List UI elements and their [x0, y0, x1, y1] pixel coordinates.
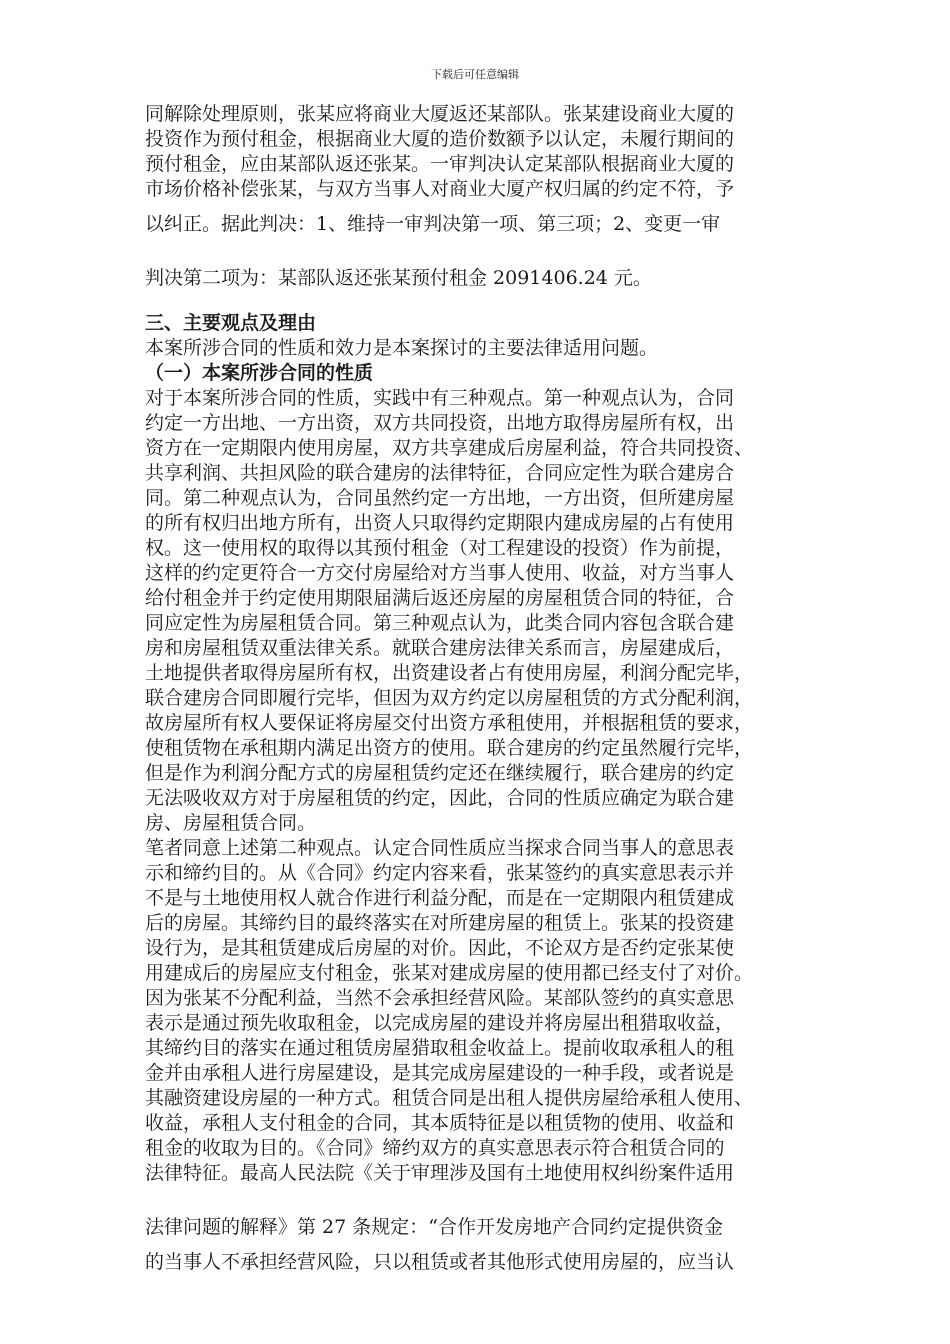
paragraph-line: 设行为，是其租赁建成后房屋的对价。因此，不论双方是否约定张某使 — [145, 937, 735, 959]
document-body — [145, 102, 845, 1275]
paragraph-line: 联合建房合同即履行完毕，但因为双方约定以房屋租赁的方式分配利润， — [145, 687, 754, 709]
paragraph-line: 房、房屋租赁合同。 — [145, 812, 317, 834]
paragraph-line: 房和房屋租赁双重法律关系。就联合建房法律关系而言，房屋建成后， — [145, 637, 735, 659]
paragraph-line: 后的房屋。其缔约目的最终落实在对所建房屋的租赁上。张某的投资建 — [145, 912, 735, 934]
paragraph-line: 资方在一定期限内使用房屋，双方共享建成后房屋利益，符合共同投资、 — [145, 437, 754, 459]
paragraph-line: 投资作为预付租金，根据商业大厦的造价数额予以认定，未履行期间的 — [145, 128, 735, 150]
paragraph-line: 这样的约定更符合一方交付房屋给对方当事人使用、收益，对方当事人 — [145, 562, 735, 584]
paragraph-line: 其融资建设房屋的一种方式。租赁合同是出租人提供房屋给承租人使用、 — [145, 1087, 754, 1109]
paragraph-line: 以纠正。据此判决：1、维持一审判决第一项、第三项；2、变更一审 — [145, 213, 721, 235]
paragraph-line: 不是与土地使用权人就合作进行利益分配，而是在一定期限内租赁建成 — [145, 887, 735, 909]
paragraph-line: 用建成后的房屋应支付租金，张某对建成房屋的使用都已经支付了对价。 — [145, 962, 754, 984]
paragraph-line: 对于本案所涉合同的性质，实践中有三种观点。第一种观点认为，合同 — [145, 387, 735, 409]
paragraph-line: 租金的收取为目的。《合同》缔约双方的真实意思表示符合租赁合同的 — [145, 1137, 725, 1159]
section-heading: （一）本案所涉合同的性质 — [145, 362, 374, 384]
paragraph-line: 的当事人不承担经营风险，只以租赁或者其他形式使用房屋的，应当认 — [145, 1251, 735, 1273]
paragraph-line: 土地提供者取得房屋所有权，出资建设者占有使用房屋，利润分配完毕， — [145, 662, 754, 684]
paragraph-line: 因为张某不分配利益，当然不会承担经营风险。某部队签约的真实意思 — [145, 987, 735, 1009]
paragraph-line: 表示是通过预先收取租金，以完成房屋的建设并将房屋出租猎取收益， — [145, 1012, 735, 1034]
paragraph-line: 预付租金，应由某部队返还张某。一审判决认定某部队根据商业大厦的 — [145, 153, 735, 175]
paragraph-line: 同解除处理原则，张某应将商业大厦返还某部队。张某建设商业大厦的 — [145, 103, 735, 125]
paragraph-line: 收益，承租人支付租金的合同，其本质特征是以租赁物的使用、收益和 — [145, 1112, 735, 1134]
paragraph-line: 权。这一使用权的取得以其预付租金（对工程建设的投资）作为前提， — [145, 537, 735, 559]
paragraph-line: 故房屋所有权人要保证将房屋交付出资方承租使用，并根据租赁的要求， — [145, 712, 754, 734]
paragraph-line: 法律特征。最高人民法院《关于审理涉及国有土地使用权纠纷案件适用 — [145, 1162, 735, 1184]
paragraph-line: 金并由承租人进行房屋建设，是其完成房屋建设的一种手段，或者说是 — [145, 1062, 735, 1084]
paragraph-line: 约定一方出地、一方出资，双方共同投资，出地方取得房屋所有权，出 — [145, 412, 735, 434]
paragraph-line: 判决第二项为：某部队返还张某预付租金 2091406.24 元。 — [145, 267, 652, 289]
page-header: 下载后可任意编辑 — [431, 68, 519, 81]
paragraph-line: 的所有权归出地方所有，出资人只取得约定期限内建成房屋的占有使用 — [145, 512, 735, 534]
paragraph-line: 笔者同意上述第二种观点。认定合同性质应当探求合同当事人的意思表 — [145, 837, 735, 859]
paragraph-line: 示和缔约目的。从《合同》约定内容来看，张某签约的真实意思表示并 — [145, 862, 735, 884]
section-heading: 三、主要观点及理由 — [145, 312, 317, 334]
paragraph-line: 市场价格补偿张某，与双方当事人对商业大厦产权归属的约定不符，予 — [145, 178, 735, 200]
paragraph-line: 法律问题的解释》第 27 条规定：“合作开发房地产合同约定提供资金 — [145, 1216, 723, 1238]
paragraph-line: 本案所涉合同的性质和效力是本案探讨的主要法律适用问题。 — [145, 337, 659, 359]
paragraph-line: 共享利润、共担风险的联合建房的法律特征，合同应定性为联合建房合 — [145, 462, 735, 484]
paragraph-line: 同。第二种观点认为，合同虽然约定一方出地，一方出资，但所建房屋 — [145, 487, 735, 509]
paragraph-line: 无法吸收双方对于房屋租赁的约定，因此，合同的性质应确定为联合建 — [145, 787, 735, 809]
paragraph-line: 使租赁物在承租期内满足出资方的使用。联合建房的约定虽然履行完毕， — [145, 737, 754, 759]
paragraph-line: 其缔约目的落实在通过租赁房屋猎取租金收益上。提前收取承租人的租 — [145, 1037, 735, 1059]
paragraph-line: 但是作为利润分配方式的房屋租赁约定还在继续履行，联合建房的约定 — [145, 762, 735, 784]
paragraph-line: 给付租金并于约定使用期限届满后返还房屋的房屋租赁合同的特征，合 — [145, 587, 735, 609]
paragraph-line: 同应定性为房屋租赁合同。第三种观点认为，此类合同内容包含联合建 — [145, 612, 735, 634]
